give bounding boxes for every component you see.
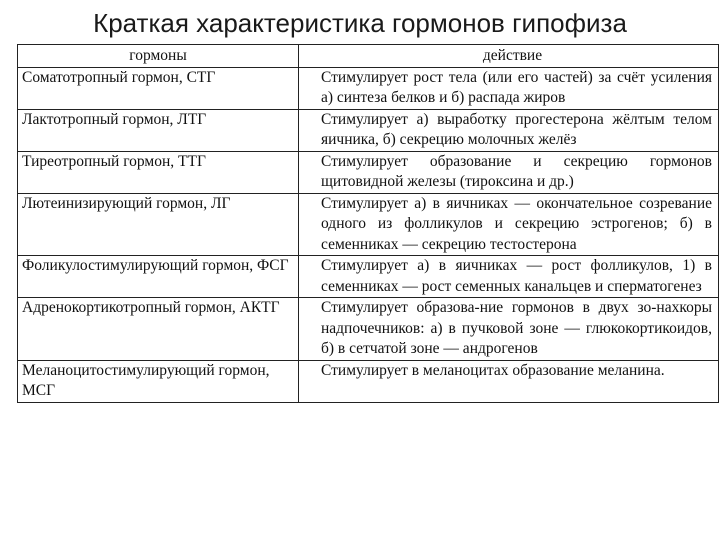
table-header-row (18, 45, 719, 68)
hormones-table (17, 44, 719, 403)
table-row (18, 193, 719, 256)
hormone-name: Тиреотропный гормон, ТТГ (18, 151, 299, 193)
table-row (18, 256, 719, 298)
hormone-name: Меланоцитостимулирующий гормон, МСГ (18, 360, 299, 402)
column-divider (299, 193, 308, 256)
column-divider (299, 360, 308, 402)
hormone-action: Стимулирует рост тела (или его частей) за счёт усиления а) синтеза белков и б) распада жиров (307, 67, 719, 109)
hormone-action: Стимулирует а) в яичниках — окончательное созревание одного из фолликулов и секрецию эстрогенов; б) в семенниках — секрецию тестостерона (307, 193, 719, 256)
column-divider (299, 67, 308, 109)
hormone-action: Стимулирует образова-ние гормонов в двух зо-нахкоры надпочечников: а) в пучковой зоне — глюкокортикоидов, б) в сетчатой зоне — андрогенов (307, 298, 719, 361)
hormone-action: Стимулирует а) выработку прогестерона жёлтым телом яичника, б) секрецию молочных желёз (307, 109, 719, 151)
hormone-name: Адренокортикотропный гормон, АКТГ (18, 298, 299, 361)
hormone-name: Фоликулостимулирующий гормон, ФСГ (18, 256, 299, 298)
hormone-action: Стимулирует образование и секрецию гормонов щитовидной железы (тироксина и др.) (307, 151, 719, 193)
hormone-name: Лютеинизирующий гормон, ЛГ (18, 193, 299, 256)
column-divider (299, 45, 308, 68)
table-row (18, 151, 719, 193)
column-divider (299, 298, 308, 361)
header-action: действие (307, 45, 719, 68)
column-divider (299, 151, 308, 193)
column-divider (299, 256, 308, 298)
page-title: Краткая характеристика гормонов гипофиза (93, 8, 627, 38)
header-hormones: гормоны (18, 45, 299, 68)
table-row (18, 360, 719, 402)
hormone-name: Лактотропный гормон, ЛТГ (18, 109, 299, 151)
hormone-action: Стимулирует в меланоцитах образование меланина. (307, 360, 719, 402)
hormone-name: Соматотропный гормон, СТГ (18, 67, 299, 109)
table-row (18, 67, 719, 109)
hormone-action: Стимулирует а) в яичниках — рост фолликулов, 1) в семенниках — рост семенных канальцев и сперматогенез (307, 256, 719, 298)
column-divider (299, 109, 308, 151)
table-row (18, 298, 719, 361)
table-row (18, 109, 719, 151)
